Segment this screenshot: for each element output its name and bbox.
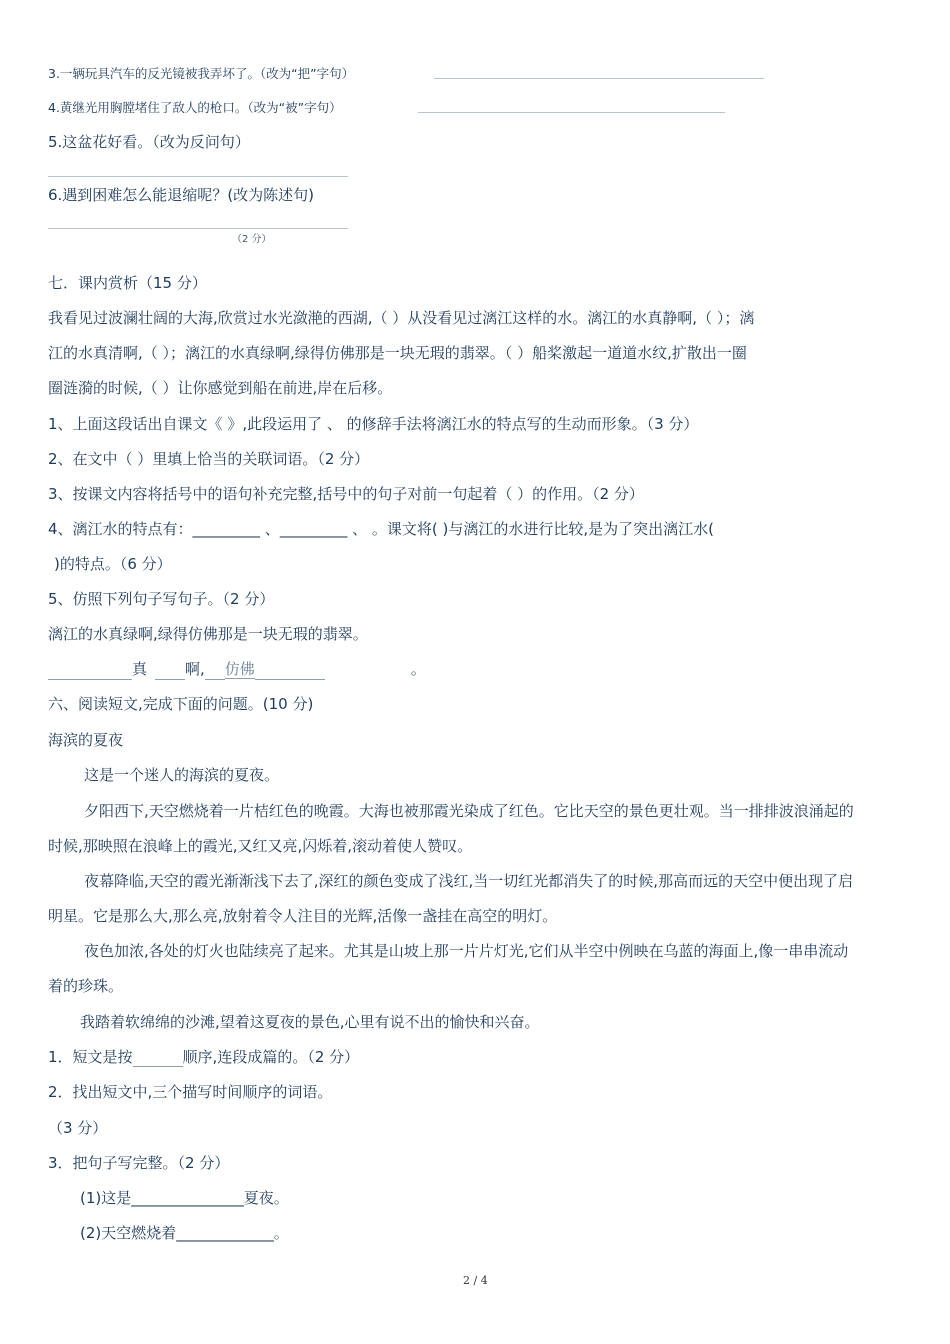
story-para-2-line-1: 夕阳西下,天空燃烧着一片桔红色的晚霞。大海也被那霞光染成了红色。它比天空的景色更壮观。当一排排波浪涌起的 xyxy=(84,802,854,820)
story-para-4-line-2: 着的珍珠。 xyxy=(48,977,124,995)
q-rhetorical: 5.这盆花好看。（改为反问句） xyxy=(48,133,250,151)
q-bei-sentence xyxy=(48,98,342,118)
reading-q1-suffix: 顺序,连段成篇的。（2 分） xyxy=(182,1048,360,1066)
q-bei-text: 4.黄继光用胸膛堵住了敌人的枪口。（改为“被”字句） xyxy=(48,100,342,115)
fill-blank-1[interactable] xyxy=(48,665,132,680)
section-6-title: 六、阅读短文,完成下面的问题。(10 分) xyxy=(48,695,314,713)
question-5-example: 漓江的水真绿啊,绿得仿佛那是一块无瑕的翡翠。 xyxy=(48,625,368,643)
question-2: 2、在文中（ ）里填上恰当的关联词语。（2 分） xyxy=(48,450,370,468)
fill-blank-4[interactable] xyxy=(255,665,325,680)
reading-q2: 2．找出短文中,三个描写时间顺序的词语。 xyxy=(48,1083,333,1101)
reading-q1-prefix: 1．短文是按 xyxy=(48,1048,133,1066)
reading-q2-score: （3 分） xyxy=(48,1119,108,1137)
passage-line-3: 圈涟漪的时候,（ ）让你感觉到船在前进,岸在后移。 xyxy=(48,379,393,397)
question-4-line-1: 4、漓江水的特点有：_________ 、_________ 、 。课文将( )与漓江的水进行比较,是为了突出漓江水( xyxy=(48,520,714,538)
story-para-2-line-2: 时候,那映照在浪峰上的霞光,又红又亮,闪烁着,滚动着使人赞叹。 xyxy=(48,837,473,855)
reading-q3-item-2: (2)天空燃烧着_____________。 xyxy=(80,1224,289,1242)
answer-line-4[interactable] xyxy=(48,228,348,229)
reading-q3-item-1: (1)这是_______________夏夜。 xyxy=(80,1189,289,1207)
q-ba-sentence xyxy=(48,64,354,84)
fill-blank-2[interactable] xyxy=(155,665,185,680)
question-3: 3、按课文内容将括号中的语句补充完整,括号中的句子对前一句起着（ ）的作用。（2 分） xyxy=(48,485,644,503)
fill-word-a: 啊, xyxy=(185,660,205,678)
fill-word-fangfu: 仿佛 xyxy=(224,660,255,678)
passage-line-2: 江的水真清啊,（ ）；漓江的水真绿啊,绿得仿佛那是一块无瑕的翡翠。（ ）船桨激起一道道水纹,扩散出一圈 xyxy=(48,344,747,362)
question-4-line-2: )的特点。（6 分） xyxy=(54,555,172,573)
story-para-3-line-1: 夜幕降临,天空的霞光渐渐浅下去了,深红的颜色变成了浅红,当一切红光都消失了的时候,那高而远的天空中便出现了启 xyxy=(84,872,854,890)
answer-line-3[interactable] xyxy=(48,176,348,177)
passage-line-1: 我看见过波澜壮阔的大海,欣赏过水光潋滟的西湖,（ ）从没看见过漓江这样的水。漓江的水真静啊,（ ）；漓 xyxy=(48,309,755,327)
story-para-3-line-2: 明星。它是那么大,那么亮,放射着令人注目的光辉,活像一盏挂在高空的明灯。 xyxy=(48,907,558,925)
q-declarative: 6.遇到困难怎么能退缩呢？(改为陈述句) xyxy=(48,186,315,204)
story-para-5: 我踏着软绵绵的沙滩,望着这夏夜的景色,心里有说不出的愉快和兴奋。 xyxy=(80,1013,540,1031)
reading-q1 xyxy=(48,1047,359,1067)
story-para-1: 这是一个迷人的海滨的夏夜。 xyxy=(84,766,280,784)
question-5-fill xyxy=(48,659,426,680)
reading-q3: 3．把句子写完整。（2 分） xyxy=(48,1154,230,1172)
section-7-title: 七．课内赏析（15 分） xyxy=(48,274,207,292)
question-5: 5、仿照下列句子写句子。（2 分） xyxy=(48,590,275,608)
fill-end-mark: 。 xyxy=(410,660,426,678)
page-number: 2 / 4 xyxy=(463,1274,488,1287)
reading-q1-blank[interactable] xyxy=(133,1052,183,1067)
story-para-4-line-1: 夜色加浓,各处的灯火也陆续亮了起来。尤其是山坡上那一片片灯光,它们从半空中例映在乌蓝的海面上,像一串串流动 xyxy=(84,942,849,960)
score-note: （2 分） xyxy=(232,234,272,245)
answer-line-2[interactable] xyxy=(418,112,725,113)
answer-line-1[interactable] xyxy=(434,78,764,79)
story-title: 海滨的夏夜 xyxy=(48,731,124,749)
question-1: 1、上面这段话出自课文《 》,此段运用了 、 的修辞手法将漓江水的特点写的生动而形象。（3 分） xyxy=(48,415,699,433)
fill-blank-3[interactable] xyxy=(205,665,225,680)
fill-word-zhen: 真 xyxy=(132,660,148,678)
q-ba-text: 3.一辆玩具汽车的反光镜被我弄坏了。（改为“把”字句） xyxy=(48,66,355,81)
